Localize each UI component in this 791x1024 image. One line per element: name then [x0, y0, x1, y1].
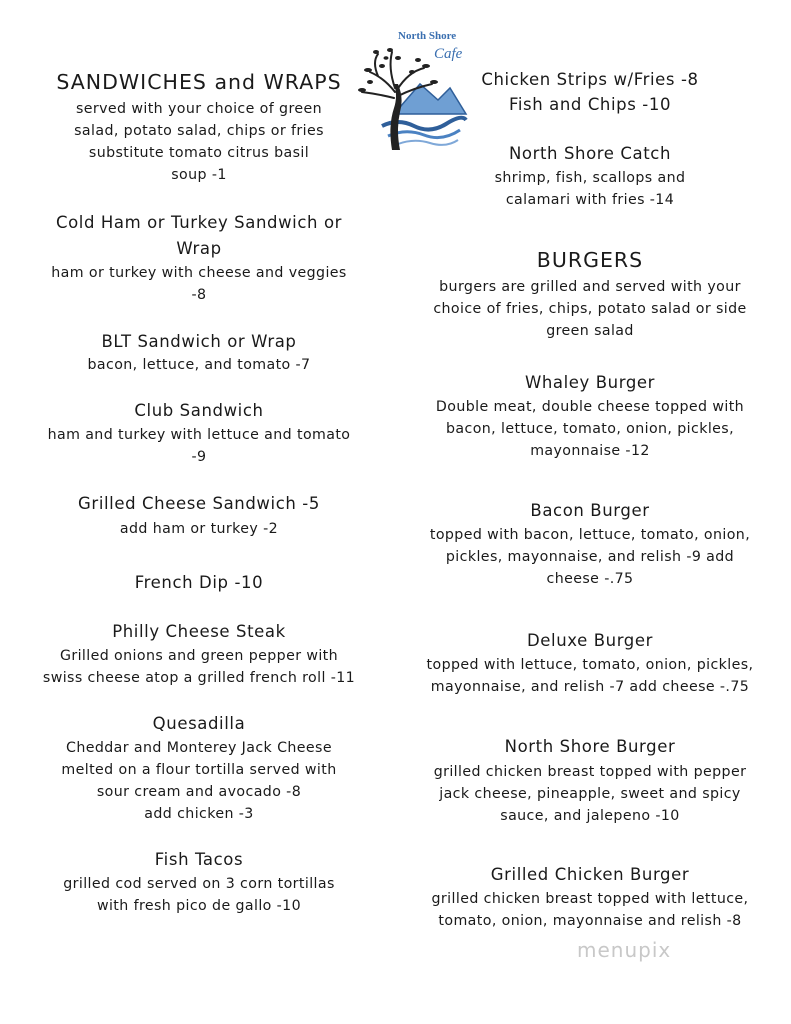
- item-title-club: Club Sandwich: [134, 401, 264, 420]
- item-title-philly: Philly Cheese Steak: [112, 622, 286, 641]
- item-desc: shrimp, fish, scallops and: [494, 170, 686, 186]
- burgers-intro: choice of fries, chips, potato salad or side: [433, 301, 747, 317]
- item-desc: cheese -.75: [546, 571, 634, 587]
- item-title-whaley-burger: Whaley Burger: [524, 373, 656, 392]
- item-title-fish-tacos: Fish Tacos: [154, 850, 244, 869]
- item-desc: Double meat, double cheese topped with: [435, 399, 745, 415]
- item-desc: sour cream and avocado -8: [96, 784, 302, 800]
- sandwiches-intro: served with your choice of green: [75, 101, 323, 117]
- item-title-cold-ham-turkey: Cold Ham or Turkey Sandwich or: [55, 213, 343, 232]
- section-title-sandwiches: SANDWICHES and WRAPS: [56, 70, 342, 94]
- item-desc: tomato, onion, mayonnaise and relish -8: [438, 913, 742, 929]
- logo-text-line1: North Shore: [398, 30, 457, 42]
- item-desc: grilled chicken breast topped with lettuce,: [431, 891, 749, 907]
- item-desc: bacon, lettuce, and tomato -7: [87, 357, 311, 373]
- item-desc: ham and turkey with lettuce and tomato: [47, 427, 351, 443]
- burgers-intro: burgers are grilled and served with your: [439, 279, 741, 295]
- item-desc: swiss cheese atop a grilled french roll -11: [42, 670, 356, 686]
- item-title-north-shore-burger: North Shore Burger: [504, 737, 676, 756]
- sandwiches-intro: soup -1: [171, 167, 227, 183]
- item-desc: melted on a flour tortilla served with: [61, 762, 337, 778]
- item-desc: with fresh pico de gallo -10: [96, 898, 302, 914]
- item-desc: grilled chicken breast topped with pepper: [433, 764, 747, 780]
- item-desc: grilled cod served on 3 corn tortillas: [63, 876, 335, 892]
- menupix-watermark: menupix: [577, 938, 672, 962]
- item-title-quesadilla: Quesadilla: [152, 714, 246, 733]
- item-title-chicken-strips: Chicken Strips w/Fries -8: [481, 70, 699, 89]
- logo-text-line2: Cafe: [434, 46, 463, 62]
- item-title-cold-ham-turkey: Wrap: [176, 239, 222, 258]
- item-desc: topped with bacon, lettuce, tomato, onion,: [429, 527, 751, 543]
- item-title-deluxe-burger: Deluxe Burger: [526, 631, 654, 650]
- item-desc: mayonnaise -12: [530, 443, 650, 459]
- item-desc: ham or turkey with cheese and veggies: [51, 265, 347, 281]
- item-desc: pickles, mayonnaise, and relish -9 add: [445, 549, 735, 565]
- item-desc: bacon, lettuce, tomato, onion, pickles,: [446, 421, 734, 437]
- item-title-french-dip: French Dip -10: [134, 573, 264, 592]
- item-desc: -9: [191, 449, 207, 465]
- item-title-fish-chips: Fish and Chips -10: [508, 95, 672, 114]
- item-title-north-shore-catch: North Shore Catch: [508, 144, 672, 163]
- item-title-grilled-chicken-burger: Grilled Chicken Burger: [490, 865, 690, 884]
- item-desc: mayonnaise, and relish -7 add cheese -.75: [430, 679, 750, 695]
- item-desc: Grilled onions and green pepper with: [59, 648, 339, 664]
- item-desc: topped with lettuce, tomato, onion, pickles,: [426, 657, 754, 673]
- item-desc: -8: [191, 287, 207, 303]
- section-title-burgers: BURGERS: [536, 248, 644, 272]
- item-desc: Cheddar and Monterey Jack Cheese: [66, 740, 332, 756]
- item-desc: jack cheese, pineapple, sweet and spicy: [439, 786, 741, 802]
- item-desc: calamari with fries -14: [505, 192, 675, 208]
- sandwiches-intro: salad, potato salad, chips or fries: [74, 123, 324, 139]
- item-desc: add chicken -3: [144, 806, 254, 822]
- sandwiches-intro: substitute tomato citrus basil: [88, 145, 310, 161]
- item-title-bacon-burger: Bacon Burger: [530, 501, 650, 520]
- item-title-grilled-cheese: Grilled Cheese Sandwich -5: [78, 494, 320, 513]
- item-desc: sauce, and jalepeno -10: [500, 808, 680, 824]
- item-desc: add ham or turkey -2: [119, 521, 279, 537]
- item-title-blt: BLT Sandwich or Wrap: [101, 332, 297, 351]
- burgers-intro: green salad: [546, 323, 634, 339]
